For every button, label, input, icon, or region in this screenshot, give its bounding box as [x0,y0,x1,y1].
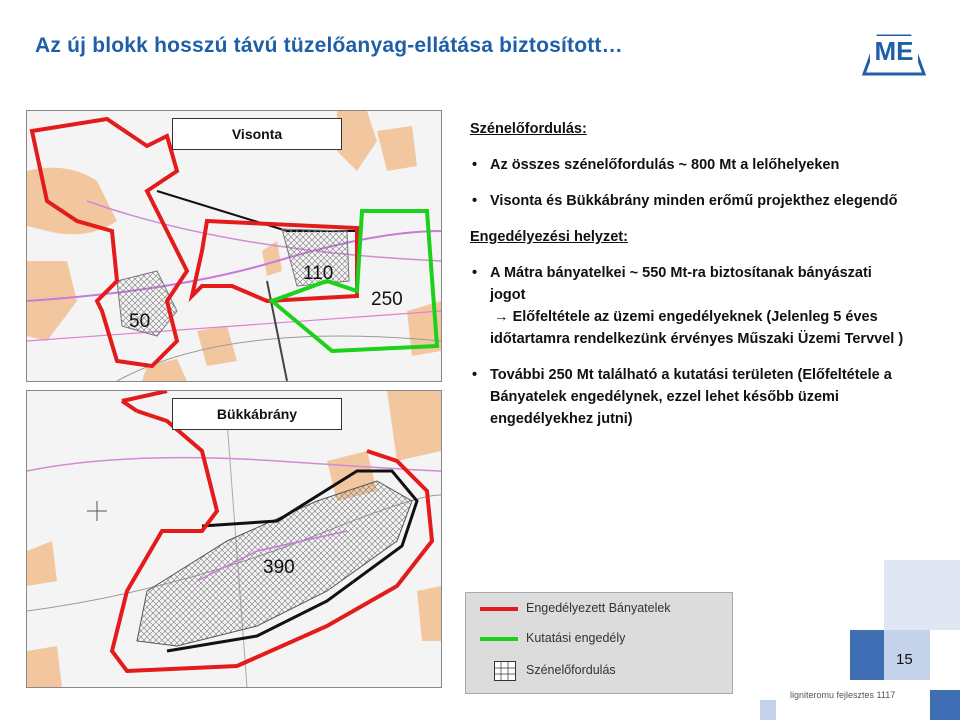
legend-label: Kutatási engedély [526,631,626,645]
bullet-3 [470,262,910,350]
red-line-icon [480,607,518,611]
page-number: 15 [896,651,913,668]
map-number-250: 250 [371,289,403,310]
visonta-map [26,110,442,382]
section2-heading: Engedélyezési helyzet: [470,229,628,245]
section1-heading: Szénelőfordulás: [470,121,587,137]
deco-square [850,630,884,680]
map-number-110: 110 [303,263,334,284]
bullet-2: • Visonta és Bükkábrány minden erőmű projekthez elegendő [470,190,910,212]
bullet-4: • További 250 Mt található a kutatási területen (Előfeltétele a Bányatelek engedélynek, ezzel lehet később üzemi engedélyekhez jutni) [470,364,910,430]
map-number-50: 50 [129,311,151,332]
bukkabrany-map [26,390,442,688]
hatched-grid-icon [494,661,516,681]
bullet-3-sub: Előfeltétele az üzemi engedélyeknek (Jelenleg 5 éves időtartamra rendelkezünk érvényes Műszaki Üzemi Tervvel ) [490,309,904,347]
green-line-icon [480,637,518,641]
map-legend [465,592,733,694]
logo-text: ME [874,36,914,66]
footer-text: ligniteromu fejlesztes 1117 [790,690,896,700]
deco-square [884,560,960,630]
deco-square [760,700,776,720]
legend-label: Szénelőfordulás [526,663,616,677]
deco-square [930,690,960,720]
bullet-1: • Az összes szénelőfordulás ~ 800 Mt a lelőhelyeken [470,154,910,176]
arrow-icon: → [494,309,509,325]
bullet-3-text: A Mátra bányatelkei ~ 550 Mt-ra biztosítanak bányászati jogot [490,265,872,303]
content-text [470,118,910,444]
visonta-label: Visonta [172,118,342,150]
bukkabrany-label: Bükkábrány [172,398,342,430]
company-logo [858,22,930,82]
map-number-390: 390 [263,557,295,578]
page-title: Az új blokk hosszú távú tüzelőanyag-ellátása biztosított… [35,34,623,57]
legend-label: Engedélyezett Bányatelek [526,601,671,615]
